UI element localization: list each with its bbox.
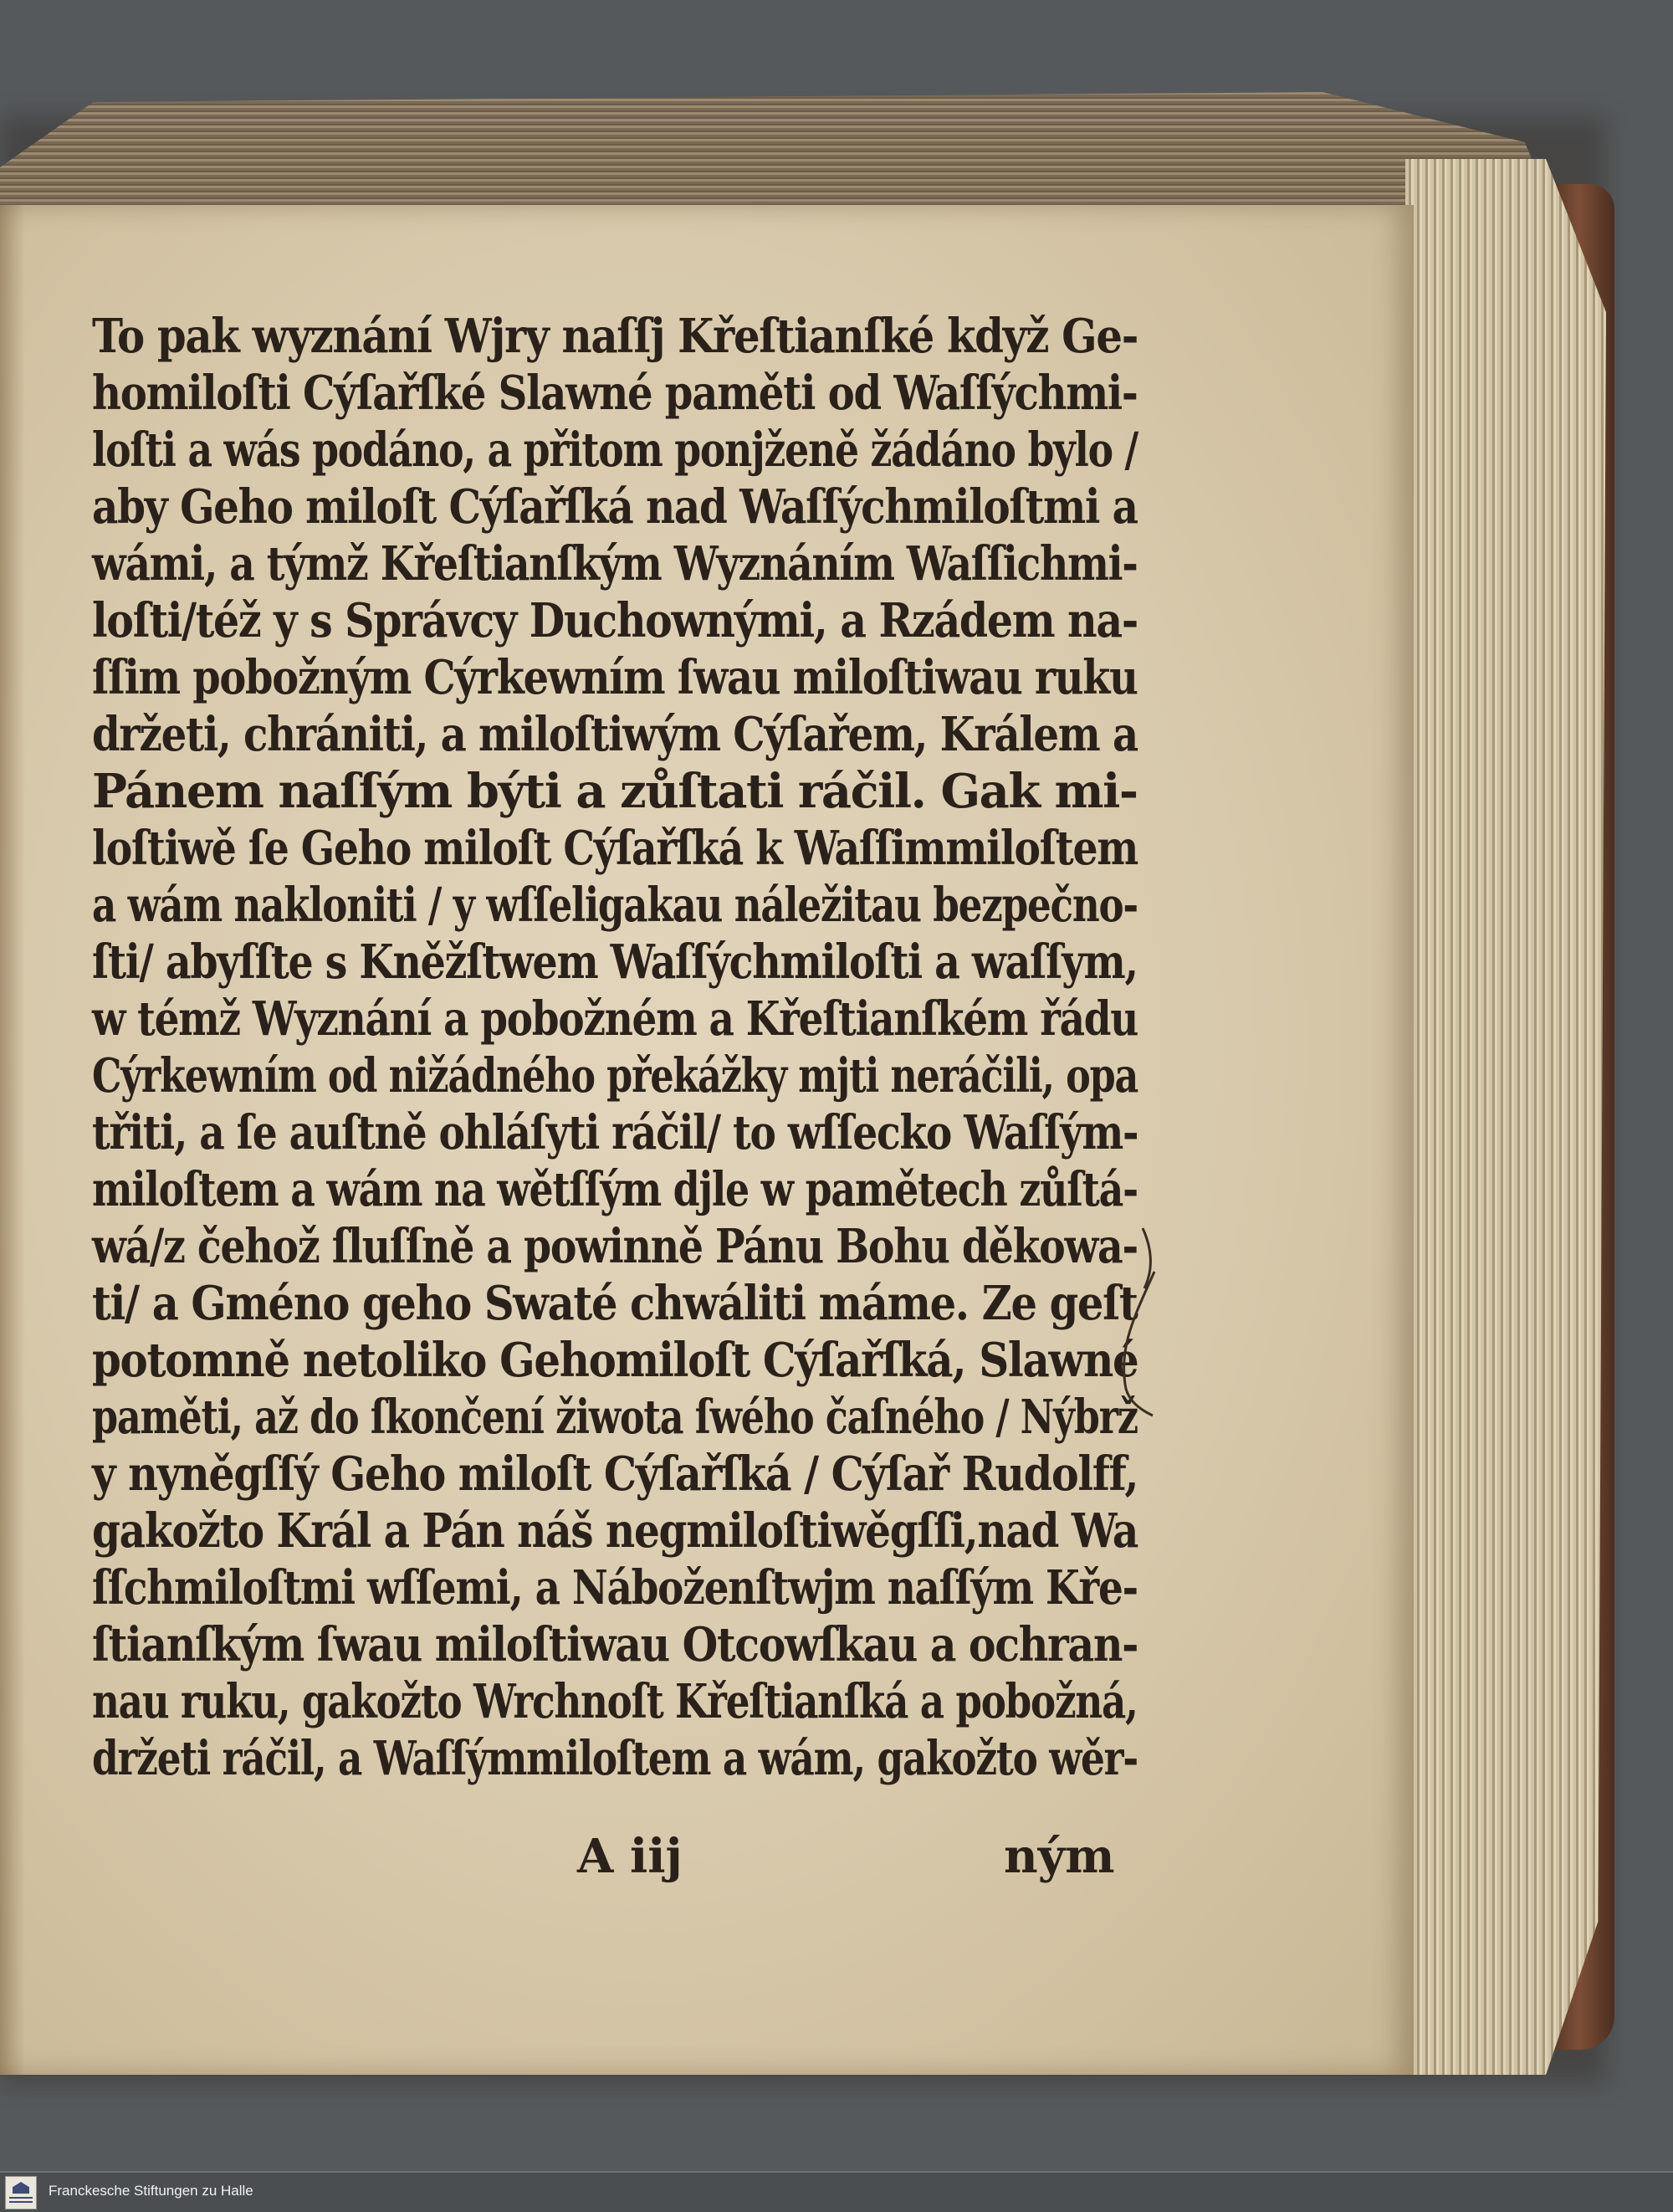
text-line: wámi, a týmž Křeſtianſkým Wyznáním Waſſichmi- <box>92 536 1138 591</box>
text-line: aby Geho miloſt Cýſařſká nad Waſſýchmiloſtmi a <box>92 479 1138 535</box>
text-line: gakožto Král a Pán náš negmiloſtiwěgſſi,nad Wa <box>92 1503 1138 1559</box>
book-top-edge <box>0 92 1556 218</box>
text-line: nau ruku, gakožto Wrchnoſt Křeſtianſká a pobožná, <box>92 1674 1138 1729</box>
text-line: loſti/též y s Správcy Duchownými, a Rzádem na- <box>92 593 1138 648</box>
text-line: třiti, a ſe auſtně ohláſyti ráčil/ to wſſecko Waſſým- <box>92 1105 1138 1160</box>
margin-bracket-mark <box>1103 1221 1169 1422</box>
text-line: ſſchmiloſtmi wſſemi, a Náboženſtwjm naſſým Kře- <box>92 1560 1138 1615</box>
text-line: ſti/ abyſſte s Kněžſtwem Waſſýchmiloſti a waſſym, <box>92 934 1138 990</box>
text-line: miloſtem a wám na wětſſým djle w pamětech zůſtá- <box>92 1162 1138 1217</box>
text-line: To pak wyznání Wjry naſſj Křeſtianſké když Ge- <box>92 309 1138 364</box>
footer-bar <box>0 2171 1673 2212</box>
text-line: Pánem naſſým býti a zůſtati ráčil. Gak mi- <box>92 764 1138 819</box>
text-line: loſti a wás podáno, a přitom ponjženě žádáno bylo / <box>92 422 1138 478</box>
page-gutter-shadow <box>0 205 25 2075</box>
text-line: w témž Wyznání a pobožném a Křeſtianſkém řádu <box>92 991 1138 1047</box>
text-line: držeti, chrániti, a miloſtiwým Cýſařem, Králem a <box>92 707 1138 762</box>
text-line: ſtianſkým ſwau miloſtiwau Otcowſkau a ochran- <box>92 1617 1138 1672</box>
text-line: homiloſti Cýſařſké Slawné paměti od Waſſýchmi- <box>92 366 1138 421</box>
text-line: a wám nakloniti / y wſſeligakau náležitau bezpečno- <box>92 878 1138 933</box>
text-line: potomně netoliko Gehomiloſt Cýſařſká, Slawné <box>92 1333 1138 1388</box>
text-line: ti/ a Gméno geho Swaté chwáliti máme. Ze geſt <box>92 1276 1138 1331</box>
signature-mark: A iij <box>577 1829 683 1884</box>
institution-label: Franckesche Stiftungen zu Halle <box>49 2183 253 2199</box>
text-line: Cýrkewním od nižádného překážky mjti neráčili, opa <box>92 1048 1138 1103</box>
text-line: wá/z čehož ſluſſně a powinně Pánu Bohu děkowa- <box>92 1219 1138 1274</box>
text-line: y nyněgſſý Geho miloſt Cýſařſká / Cýſař Rudolff, <box>92 1447 1138 1502</box>
text-line: držeti ráčil, a Waſſýmmiloſtem a wám, gakožto wěr- <box>92 1731 1138 1786</box>
page-block-edge <box>1405 159 1606 2075</box>
francke-foundations-logo-icon <box>5 2176 37 2209</box>
text-line: paměti, až do ſkončení žiwota ſwého čaſného / Nýbrž <box>92 1390 1138 1445</box>
catchword: ným <box>1004 1829 1115 1884</box>
text-line: loſtiwě ſe Geho miloſt Cýſařſká k Waſſimmiloſtem <box>92 821 1138 876</box>
text-line: ſſim pobožným Cýrkewním ſwau miloſtiwau ruku <box>92 650 1138 705</box>
